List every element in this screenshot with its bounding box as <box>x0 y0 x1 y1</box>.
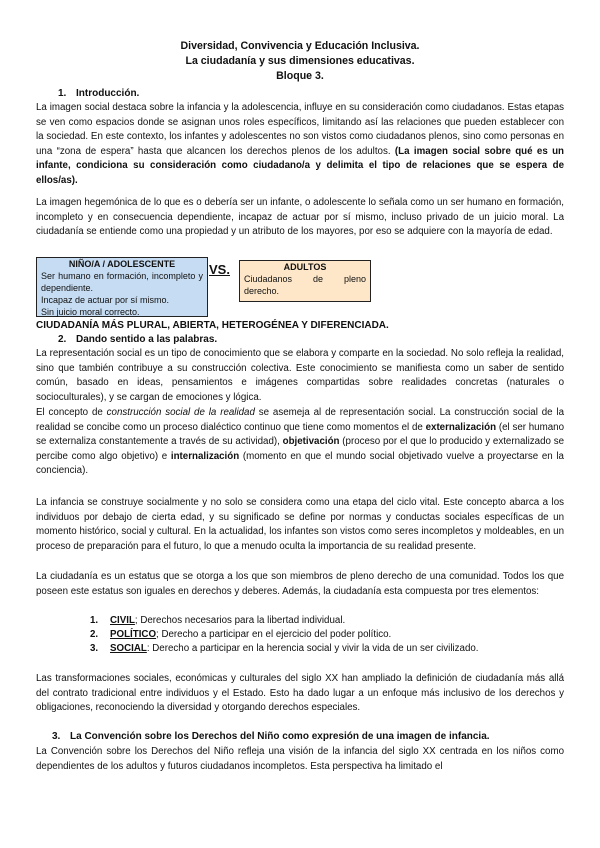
item-1-description: ; Derechos necesarios para la libertad individual. <box>134 615 346 626</box>
section-2-paragraph-1: La representación social es un tipo de conocimiento que se elabora y comparte en la sociedad. No solo refleja la realidad, sino que también contribuye a su construcción colectiva. Este conocimiento se manifiesta como un saber de sentido común, basado en ideas, pensamientos e imágenes compartidas sobre realidades concretas (naturales o socioculturales), y se cargan de emociones y lógica. <box>36 348 564 403</box>
citizenship-caps-heading: CIUDADANÍA MÁS PLURAL, ABIERTA, HETEROGÉNEA Y DIFERENCIADA. <box>36 320 389 331</box>
section-2-heading <box>58 334 217 345</box>
term-externalizacion: externalización <box>425 421 497 433</box>
section-1-number: 1. <box>58 88 67 99</box>
section-3-paragraph-1: La Convención sobre los Derechos del Niño refleja una visión de la infancia del siglo XX centrada en los niños como dependientes de los adultos y futuros ciudadanos incompletos. Esta perspectiva ha limitado el <box>36 746 564 772</box>
p2-text-a: El concepto de <box>36 407 107 418</box>
child-box-line-1: Ser humano en formación, incompleto y dependiente. <box>41 271 203 293</box>
p2-text-d: (proceso por el que lo producido y externalizado se percibe como algo objetivo) e <box>36 436 564 462</box>
item-1-term: CIVIL <box>110 615 135 626</box>
section-1-p1-bold: (La imagen social sobre qué es un infante, condiciona su consideración como ciudadano/a y delimita el tipo de relaciones que se espera de ellos/as). <box>36 145 564 186</box>
doc-title-line3: Bloque 3. <box>276 70 324 82</box>
child-box-line-2: Incapaz de actuar por sí mismo. <box>41 295 170 305</box>
doc-title-line1: Diversidad, Convivencia y Educación Inclusiva. <box>180 40 420 52</box>
citizenship-element-3 <box>90 642 479 656</box>
adult-box-text: Ciudadanos de pleno derecho. <box>244 274 366 296</box>
section-1-heading <box>58 88 139 99</box>
p2-text-c: (el ser humano se externaliza constantemente a través de su actividad), <box>36 421 564 448</box>
item-3-description: : Derecho a participar en la herencia social y vivir la vida de un ser civilizado. <box>146 643 479 654</box>
versus-label: VS. <box>209 262 230 277</box>
item-2-term: POLÍTICO <box>110 629 157 640</box>
adult-box-title: ADULTOS <box>283 262 327 272</box>
section-3-title: La Convención sobre los Derechos del Niño como expresión de una imagen de infancia. <box>70 731 490 742</box>
citizenship-element-1 <box>90 614 345 628</box>
section-3-number: 3. <box>52 731 61 742</box>
section-1-title: Introducción. <box>76 88 140 99</box>
section-2-title: Dando sentido a las palabras. <box>76 334 218 345</box>
term-objetivacion: objetivación <box>282 436 340 448</box>
section-2-number: 2. <box>58 334 67 345</box>
item-1-number: 1. <box>90 615 99 626</box>
citizenship-element-2 <box>90 628 391 642</box>
p2-italic-term: construcción social de la realidad <box>106 407 255 418</box>
section-1-paragraph-1 <box>36 101 564 189</box>
section-3-heading <box>52 731 490 742</box>
term-internalizacion: internalización <box>170 450 240 462</box>
child-comparison-box <box>36 257 208 317</box>
p2-text-e: (momento en que el mundo social objetivado vuelve a proyectarse en la conciencia). <box>36 450 564 477</box>
section-1-p1-text: La imagen social destaca sobre la infancia y la adolescencia, influye en su consideración como ciudadanos. Estas etapas se ven como espacios donde se asignan unos roles específicos, limitando así las relaciones que pueden establecer con la sociedad. En este contexto, los infantes y adolescentes no son vistos como ciudadanos plenos, sino como personas en una “zona de espera” hasta que alcancen los derechos plenos de los adultos. <box>36 102 564 157</box>
child-box-line-3: Sin juicio moral correcto. <box>41 307 140 317</box>
item-2-description: ; Derecho a participar en el ejercicio del poder político. <box>156 629 392 640</box>
item-2-number: 2. <box>90 629 99 640</box>
adult-comparison-box <box>239 260 371 302</box>
child-box-title: NIÑO/A / ADOLESCENTE <box>68 259 176 269</box>
p2-text-b: se asemeja al de representación social. La construcción social de la realidad se concibe como un proceso dialéctico continuo que tiene como momentos el de <box>36 407 565 433</box>
doc-title-line2: La ciudadanía y sus dimensiones educativas. <box>185 55 415 67</box>
section-1-paragraph-2: La imagen hegemónica de lo que es o debería ser un infante, o adolescente lo señala como un ser humano en formación, incompleto y en consecuencia dependiente, incapaz de actuar por sí mismo, incluso privado de un juicio moral. La ciudadanía se entiende como una propiedad y un atributo de los mayores, por eso se adquiere con la mayoría de edad. <box>36 197 564 238</box>
item-3-number: 3. <box>90 643 99 654</box>
section-2-paragraph-3: La infancia se construye socialmente y no solo se considera como una etapa del ciclo vital. Este concepto abarca a los individuos por debajo de cierta edad, y su significado se define por normas y conductas sociales específicas de un momento histórico, social y cultural. En la actualidad, los infantes son vistos como seres incompletos y moldeables, en un proceso de preparación para el futuro, lo que a menudo oculta la importancia de su realidad presente. <box>36 497 564 552</box>
section-2-paragraph-2 <box>36 406 564 479</box>
section-2-paragraph-5: Las transformaciones sociales, económicas y culturales del siglo XX han ampliado la definición de ciudadanía más allá del contrato tradicional entre individuos y el Estado. Esto ha dado lugar a un enfoque más inclusivo de los derechos y obligaciones, reconociendo la diversidad y otorgando derechos especiales. <box>36 673 564 714</box>
section-2-paragraph-4: La ciudadanía es un estatus que se otorga a los que son miembros de pleno derecho de una comunidad. Todos los que poseen este estatus son iguales en derechos y deberes. Además, la ciudadanía esta compuesta por tres elementos: <box>36 571 564 597</box>
item-3-term: SOCIAL <box>110 643 147 654</box>
